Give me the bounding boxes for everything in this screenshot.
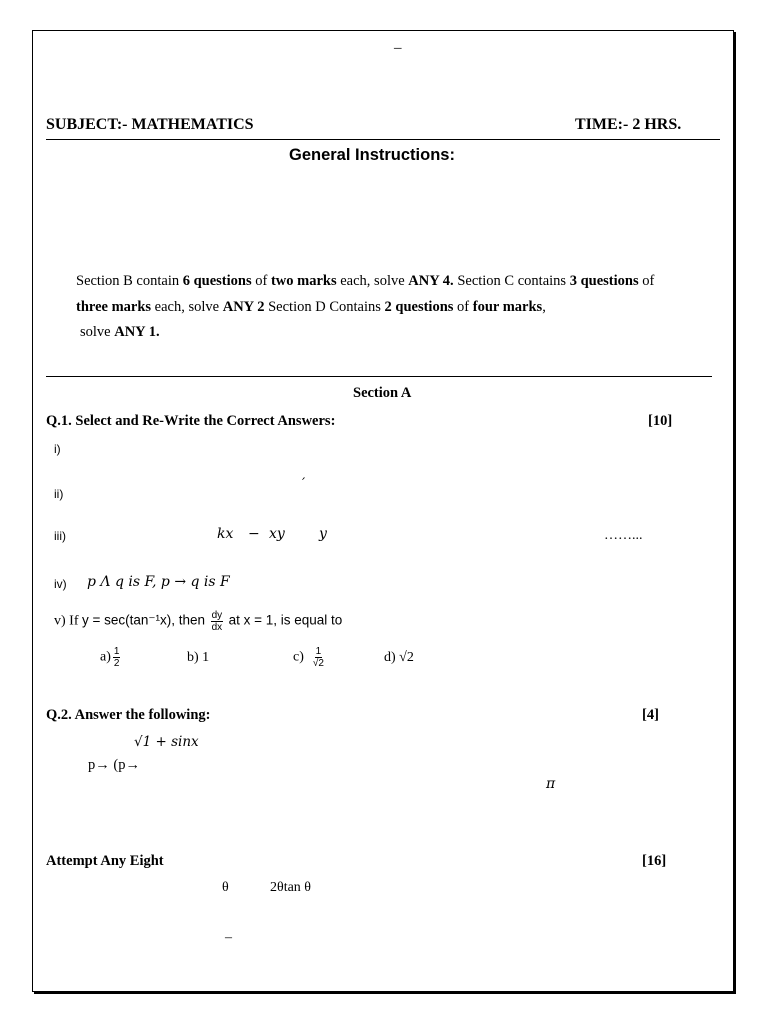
- q3-marks: [16]: [642, 853, 667, 869]
- q1-marks: [10]: [648, 413, 673, 429]
- q3-label: Attempt Any Eight: [46, 853, 164, 869]
- q2-label: Q.2. Answer the following:: [46, 707, 211, 723]
- q1-item-v-expression: y = sec(tan⁻¹x): [82, 612, 172, 628]
- subject-label: SUBJECT:- MATHEMATICS: [46, 116, 254, 133]
- q1-item-iv-expression: p Λ q is F, p → q is F: [87, 574, 230, 590]
- q2-sqrt-expression: √1 + sinx: [134, 734, 199, 750]
- instructions-rule: [46, 376, 712, 377]
- q1-item-ii-number: ii): [54, 487, 64, 501]
- q2-implication: p→ (p→: [88, 757, 140, 773]
- q1-option-a: a) $\frac{1}{2}$: [100, 646, 120, 669]
- q1-item-v-suffix: at x = 1, is equal to: [228, 612, 343, 628]
- page-border: [32, 30, 734, 992]
- q1-item-ii-prime: ′: [302, 476, 306, 492]
- q1-item-v: [54, 610, 342, 633]
- section-a-title: Section A: [353, 385, 412, 401]
- q1-item-iii-minus: −: [248, 526, 260, 542]
- q2-marks: [4]: [642, 707, 659, 723]
- instructions-line-1: Section B contain 6 questions of two marks each, solve ANY 4. Section C contains 3 questions of: [76, 273, 655, 289]
- q1-item-iii-number: iii): [54, 529, 66, 543]
- q1-label: Q.1. Select and Re-Write the Correct Answers:: [46, 413, 336, 429]
- instructions-line-3: solve ANY 1.: [80, 324, 160, 340]
- q1-item-iii-y: y: [319, 526, 327, 542]
- header-rule: [46, 139, 720, 140]
- q1-option-c: c) $\frac{1}{√2}$: [293, 646, 324, 669]
- q3-dash: –: [225, 930, 232, 945]
- q1-item-iii-kx: kx: [217, 526, 234, 542]
- q3-theta: θ: [222, 880, 229, 895]
- header-dash: –: [394, 40, 402, 56]
- q1-item-iii-xy: xy: [269, 526, 285, 542]
- time-label: TIME:- 2 HRS.: [575, 116, 682, 133]
- q1-item-i-number: i): [54, 442, 61, 456]
- q1-item-iii-dots: ……...: [604, 528, 643, 543]
- q1-item-v-number: v): [54, 613, 66, 629]
- q2-pi: π: [546, 776, 556, 792]
- q3-expression: 2θtan θ: [270, 880, 312, 895]
- q1-option-d: d) √2: [384, 650, 414, 665]
- q1-item-v-if: If: [69, 613, 79, 629]
- instructions-line-2: three marks each, solve ANY 2 Section D Contains 2 questions of four marks,: [76, 299, 546, 315]
- q1-option-b: b) 1: [187, 650, 210, 665]
- q1-item-iv-number: iv): [54, 577, 67, 591]
- q1-item-v-derivative: $\frac{dy}{dx}$: [211, 610, 223, 633]
- q1-item-v-then: , then: [171, 612, 206, 628]
- instructions-heading: General Instructions:: [289, 146, 455, 164]
